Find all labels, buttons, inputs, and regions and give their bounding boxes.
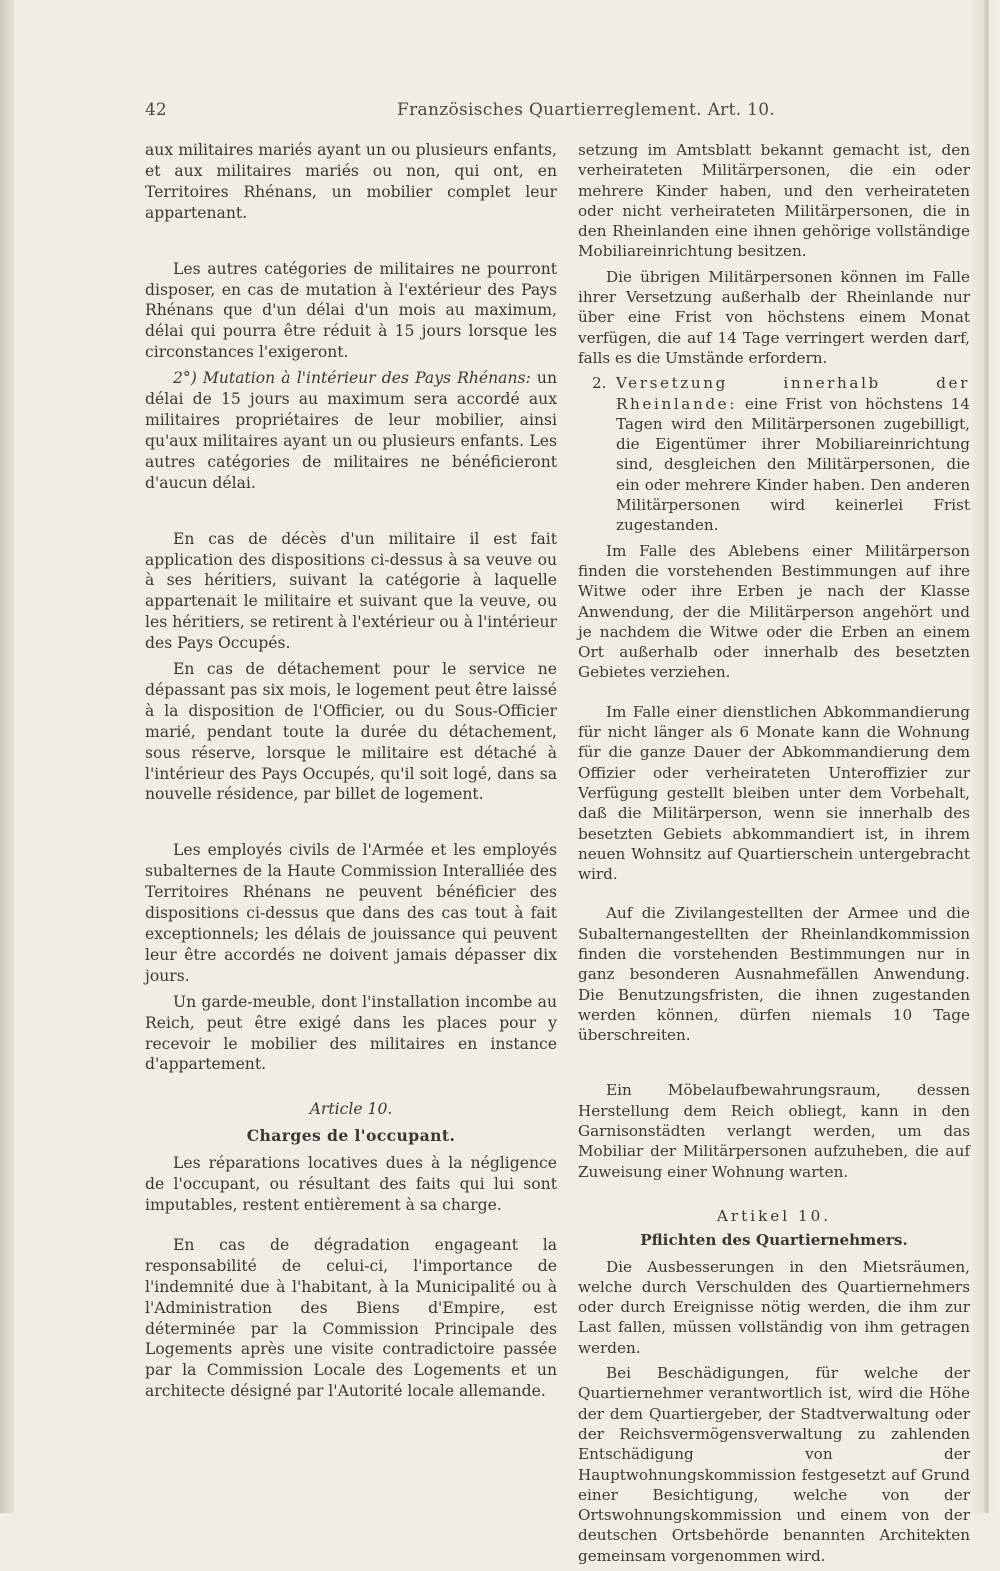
de-paragraph: Die Ausbesserungen in den Mietsräumen, welche durch Verschulden des Quartiernehmers oder durch Ereignisse nötig werden, die ihm zur Last fallen, müssen vollständig von ihm getragen werden. [578,1257,970,1357]
de-paragraph: Die übrigen Militärpersonen können im Falle ihrer Versetzung außerhalb der Rheinlande nur über eine Frist von höchstens einem Monat verfügen, die auf 14 Tage verringert werden darf, falls es die Umstände erfordern. [578,267,970,367]
running-title: Französisches Quartierreglement. Art. 10. [397,100,776,120]
de-item-text: eine Frist von höchstens 14 Tagen wird den Militärpersonen zugebilligt, die Eigentümer ihrer Mobiliareinrichtung sind, desgleichen den Militärpersonen, die ein oder mehrere Kinder haben. Den anderen Militärpersonen wird keinerlei Frist zugestanden. [616,394,970,535]
fr-paragraph: Les réparations locatives dues à la négligence de l'occupant, ou résultant des faits qui lui sont imputables, restent entièrement à sa charge. [145,1154,557,1214]
french-column [145,140,557,1407]
fr-paragraph [145,368,557,493]
de-article-subtitle: Pflichten des Quartiernehmers. [640,1231,908,1250]
fr-article-title: Article 10. [309,1100,393,1119]
de-paragraph: setzung im Amtsblatt bekannt gemacht ist, den verheirateten Militärpersonen, die ein oder mehrere Kinder haben, und den verheirateten oder nicht verheirateten Militärpersonen, die in den Rheinlanden eine ihnen gehörige vollständige Mobiliareinrichtung besitzen. [578,141,970,261]
de-subheading: Versetzung innerhalb der Rheinlande: [616,374,970,413]
de-paragraph: Im Falle des Ablebens einer Militärperson finden die vorstehenden Bestimmungen auf ihre Witwe oder ihre Erben je nach der Klasse Anwendung, der die Militärperson angehört und je nachdem die Witwe oder die Erben an einem Ort außerhalb oder innerhalb des besetzten Gebietes verziehen. [578,541,970,682]
de-paragraph: Auf die Zivilangestellten der Armee und die Subalternangestellten der Rheinlandkommission finden die vorstehenden Bestimmungen nur in ganz besonderen Ausnahmefällen Anwendung. Die Benutzungsfristen, die ihnen zugestanden werden können, dürfen niemals 10 Tage überschreiten. [578,904,970,1045]
fr-paragraph: aux militaires mariés ayant un ou plusieurs enfants, et aux militaires mariés ou non, qui ont, en Territoires Rhénans, un mobilier complet leur appartenant. [145,141,557,222]
de-item-number: 2. [592,374,607,393]
de-article-title: Artikel 10. [716,1206,832,1225]
page-edge [972,0,1000,1513]
de-paragraph: Bei Beschädigungen, für welche der Quartiernehmer verantwortlich ist, wird die Höhe der dem Quartiergeber, der Stadtverwaltung oder der Reichsvermögensverwaltung zu zahlenden Entschädigung von der Hauptwohnungskommission festgesetzt auf Grund einer Besichtigung, welche von der Ortswohnungskommission und einem von der deutschen Ortsbehörde benannten Architekten gemeinsam vorgenommen wird. [578,1364,970,1565]
fr-paragraph: En cas de dégradation engageant la responsabilité de celui-ci, l'importance de l'indemnité due à l'habitant, à la Municipalité ou à l'Administration des Biens d'Empire, est déterminée par la Commission Principale des Logements après une visite contradictoire passée par la Commission Locale des Logements et un architecte désigné par l'Autorité locale allemande. [145,1235,557,1401]
fr-paragraph: Les employés civils de l'Armée et les employés subalternes de la Haute Commission Interalliée des Territoires Rhénans ne peuvent bénéficier des dispositions ci-dessus que dans des cas tout à fait exceptionnels; les délais de jouissance qui peuvent leur être accordés ne doivent jamais dépasser dix jours. [145,841,557,985]
fr-paragraph: Les autres catégories de militaires ne pourront disposer, en cas de mutation à l'extérieur des Pays Rhénans que d'un délai d'un mois au maximum, délai qui pourra être réduit à 15 jours lorsque les circonstances l'exigeront. [145,259,557,362]
fr-paragraph: Un garde-meuble, dont l'installation incombe au Reich, peut être exigé dans les places pour y recevoir le mobilier des militaires en instance d'appartement. [145,992,557,1074]
fr-article-subtitle: Charges de l'occupant. [246,1126,456,1146]
fr-paragraph-text: un délai de 15 jours au maximum sera accordé aux militaires propriétaires de leur mobilier, ainsi qu'aux militaires ayant un ou plusieurs enfants. Les autres catégories de militaires ne bénéficieront d'aucun délai. [145,369,557,492]
fr-paragraph: En cas de décès d'un militaire il est fait application des dispositions ci-dessus à sa veuve ou à ses héritiers, suivant la catégorie à laquelle appartenait le militaire et suivant que la veuve, ou les héritiers, se retirent à l'extérieur ou à l'intérieur des Pays Occupés. [145,529,557,653]
de-numbered-item [578,373,970,535]
de-paragraph: Im Falle einer dienstlichen Abkommandierung für nicht länger als 6 Monate kann die Wohnung für die ganze Dauer der Abkommandierung dem Offizier oder verheirateten Unteroffizier zur Verfügung gestellt bleiben unter dem Vorbehalt, daß die Militärperson, wenn sie innerhalb des besetzten Gebiets abkommandiert ist, in ihrem neuen Wohnsitz auf Quartierschein untergebracht wird. [578,702,970,884]
fr-paragraph: En cas de détachement pour le service ne dépassant pas six mois, le logement peut être laissé à la disposition de l'Officier, ou du Sous-Officier marié, pendant toute la durée du détachement, sous réserve, lorsque le militaire est détaché à l'intérieur des Pays Occupés, qu'il soit logé, dans sa nouvelle résidence, par billet de logement. [145,660,557,804]
page-number: 42 [145,100,167,120]
book-gutter [0,0,14,1513]
german-column [578,140,970,1571]
de-paragraph: Ein Möbelaufbewahrungsraum, dessen Herstellung dem Reich obliegt, kann in den Garnisonstädten verlangt werden, um das Mobiliar der Militärpersonen aufzuheben, die auf Zuweisung einer Wohnung warten. [578,1081,970,1181]
fr-subheading: 2°) Mutation à l'intérieur des Pays Rhénans: [173,369,531,388]
